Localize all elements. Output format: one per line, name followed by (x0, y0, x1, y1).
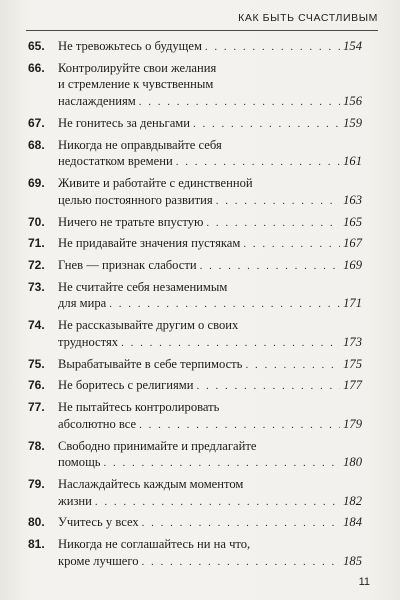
entry-number: 79. (28, 477, 45, 491)
entry-title (58, 60, 362, 111)
entry-page-number: 173 (343, 334, 362, 349)
entry-page-number: 154 (343, 39, 362, 53)
toc-entry (28, 137, 362, 172)
entry-title-line: Не гонитесь за деньгами (58, 115, 191, 130)
entry-title-line: Наслаждайтесь каждым моментом (58, 477, 244, 491)
entry-title-line: целью постоянного развития (58, 192, 213, 207)
dot-leader (176, 154, 340, 171)
toc-entry (28, 476, 362, 511)
dot-leader (142, 515, 340, 532)
entry-title (58, 476, 362, 511)
toc-entry (28, 214, 362, 232)
dot-leader (95, 494, 340, 511)
entry-title-line: Ничего не тратьте впустую (58, 214, 204, 229)
entry-title (58, 214, 362, 232)
entry-number: 68. (28, 137, 45, 152)
entry-title (58, 514, 362, 532)
entry-number: 80. (28, 515, 45, 530)
entry-number: 76. (28, 378, 45, 393)
entry-page-number: 185 (343, 553, 362, 568)
entry-title (58, 257, 362, 275)
entry-title-line: Не боритесь с религиями (58, 378, 194, 393)
entry-title (58, 356, 362, 374)
toc-entry (28, 38, 362, 56)
entry-page-number: 167 (343, 236, 362, 251)
entry-page-number: 161 (343, 154, 362, 169)
entry-number: 69. (28, 176, 45, 191)
entry-title-line: трудностях (58, 334, 119, 349)
entry-number: 66. (28, 60, 45, 75)
entry-title-line: Не рассказывайте другим о своих (58, 318, 239, 333)
entry-number: 78. (28, 438, 45, 453)
toc-entry (28, 115, 362, 133)
entry-page-number: 182 (343, 493, 362, 508)
entry-page-number: 179 (343, 416, 362, 431)
entry-title-line: Вырабатывайте в себе терпимость (58, 356, 243, 371)
entry-title (58, 137, 362, 172)
toc-entry (28, 317, 362, 352)
toc-entry (28, 175, 362, 210)
entry-number: 65. (28, 39, 45, 53)
entry-title-line: для мира (58, 296, 107, 311)
running-head: КАК БЫТЬ СЧАСТЛИВЫМ (238, 12, 378, 24)
dot-leader (243, 236, 340, 253)
dot-leader (193, 116, 340, 133)
toc-entry (28, 514, 362, 532)
dot-leader (121, 335, 340, 352)
entry-number: 74. (28, 318, 45, 333)
entry-number: 81. (28, 537, 45, 552)
entry-title-line: Не тревожьтесь о будущем (58, 39, 202, 53)
dot-leader (142, 554, 341, 571)
entry-title (58, 317, 362, 352)
dot-leader (216, 193, 340, 210)
toc-entry (28, 235, 362, 253)
entry-number: 77. (28, 400, 45, 415)
header-rule (26, 30, 378, 31)
entry-page-number: 180 (343, 455, 362, 470)
entry-title (58, 399, 362, 434)
entry-title (58, 377, 362, 395)
toc-entry (28, 279, 362, 314)
entry-title-line: кроме лучшего (58, 553, 139, 568)
entry-title (58, 438, 362, 473)
entry-title-line: Никогда не соглашайтесь ни на что, (58, 537, 251, 552)
entry-title-line: недостатком времени (58, 154, 173, 169)
entry-page-number: 159 (343, 115, 362, 130)
dot-leader (139, 94, 340, 111)
entry-title-line: Не придавайте значения пустякам (58, 236, 241, 251)
entry-title-line: Не пытайтесь контролировать (58, 400, 220, 415)
entry-title (58, 235, 362, 253)
entry-title-line: Гнев — признак слабости (58, 258, 197, 272)
dot-leader (104, 455, 341, 472)
entry-page-number: 184 (343, 515, 362, 530)
entry-page-number: 163 (343, 192, 362, 207)
entry-title (58, 175, 362, 210)
page-number: 11 (358, 576, 370, 588)
toc-entry (28, 257, 362, 275)
entry-title (58, 279, 362, 314)
table-of-contents (28, 38, 362, 575)
entry-number: 75. (28, 356, 45, 371)
entry-title-line: Живите и работайте с единственной (58, 176, 253, 191)
dot-leader (139, 417, 340, 434)
entry-title-line: Никогда не оправдывайте себя (58, 137, 222, 152)
dot-leader (206, 215, 340, 232)
dot-leader (200, 258, 340, 275)
entry-title (58, 536, 362, 571)
entry-page-number: 171 (343, 296, 362, 311)
dot-leader (197, 378, 341, 395)
entry-title (58, 38, 362, 56)
toc-entry (28, 536, 362, 571)
entry-title-line: Свободно принимайте и предлагайте (58, 438, 257, 453)
entry-page-number: 175 (343, 356, 362, 371)
entry-title-line: Не считайте себя незаменимым (58, 279, 228, 294)
toc-entry (28, 377, 362, 395)
toc-entry (28, 356, 362, 374)
entry-title-line: жизни (58, 493, 92, 508)
toc-entry (28, 399, 362, 434)
entry-title-line: наслаждениям (58, 94, 136, 109)
entry-page-number: 156 (343, 94, 362, 109)
entry-title-line: и стремление к чувственным (58, 77, 214, 92)
entry-title-line: Контролируйте свои желания (58, 60, 217, 75)
dot-leader (109, 296, 340, 313)
entry-page-number: 165 (343, 214, 362, 229)
entry-page-number: 169 (343, 258, 362, 272)
entry-number: 73. (28, 279, 45, 294)
dot-leader (245, 357, 340, 374)
toc-entry (28, 438, 362, 473)
dot-leader (205, 39, 340, 56)
entry-title (58, 115, 362, 133)
entry-number: 67. (28, 115, 45, 130)
entry-page-number: 177 (343, 378, 362, 393)
entry-title-line: Учитесь у всех (58, 515, 139, 530)
entry-number: 70. (28, 214, 45, 229)
entry-title-line: помощь (58, 455, 101, 470)
entry-number: 71. (28, 236, 45, 251)
toc-entry (28, 60, 362, 111)
entry-number: 72. (28, 258, 45, 272)
entry-title-line: абсолютно все (58, 416, 137, 431)
